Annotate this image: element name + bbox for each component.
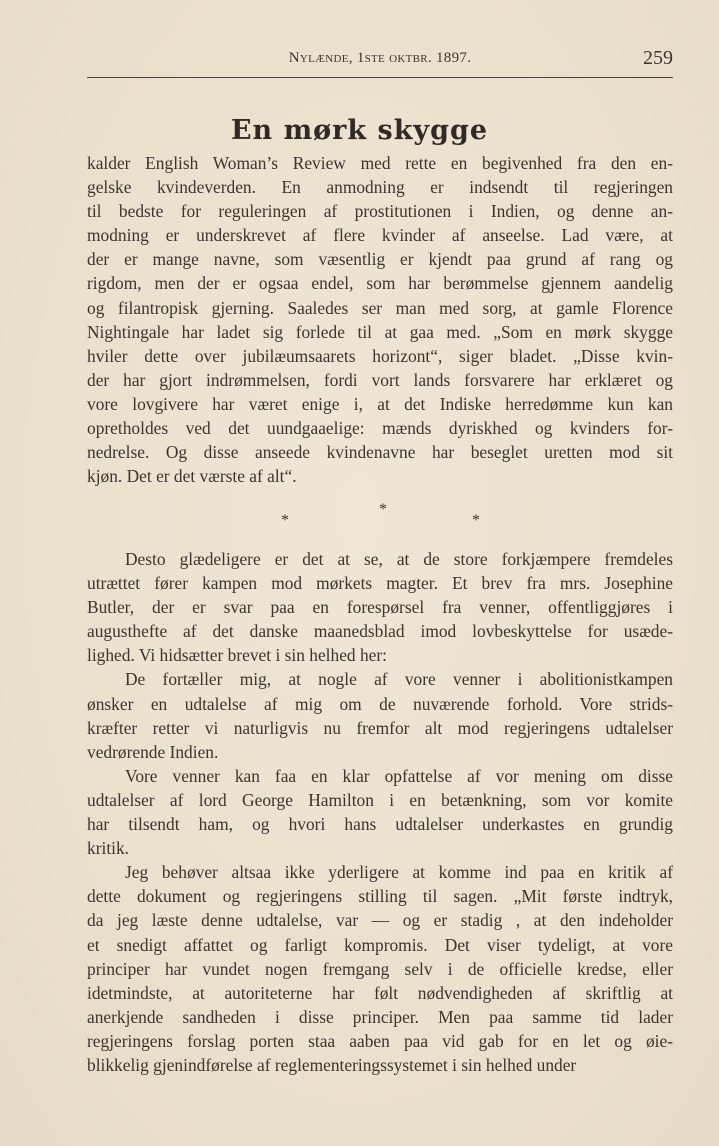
text-line: til bedste for reguleringen af prostitutionen i Indien, og denne an- [87, 201, 673, 222]
text-line: vedrørende Indien. [87, 741, 219, 762]
separator-star: * [379, 501, 387, 518]
paragraph [87, 547, 673, 667]
text-line: ønsker en udtalelse af mig om de nuværende forhold. Vore strids- [87, 693, 673, 714]
text-line: da jeg læste denne udtalelse, var — og er stadig , at den indeholder [87, 910, 673, 931]
text-line: anerkjende sandheden i disse principer. Men paa samme tid lader [87, 1006, 673, 1027]
text-line: opretholdes ved det uundgaaelige: mænds dyriskhed og kvinders for- [87, 418, 673, 439]
article-section-1 [87, 151, 673, 488]
text-line: kræfter retter vi naturligvis nu fremfor alt mod regjeringens udtalelser [87, 717, 673, 738]
separator-star: * [281, 512, 289, 529]
paragraph [87, 151, 673, 488]
text-line: har tilsendt ham, og hvori hans udtalelser underkastes en grundig [87, 814, 673, 835]
text-line: Nightingale har ladet sig forlede til at gaa med. „Som en mørk skygge [87, 321, 673, 342]
text-line: udtalelser af lord George Hamilton i en betænkning, som vor komite [87, 789, 673, 810]
paragraph [87, 860, 673, 1077]
text-line: vore lovgivere har været enige i, at det Indiske herredømme kun kan [87, 393, 673, 414]
text-line: Jeg behøver altsaa ikke yderligere at komme ind paa en kritik af [125, 862, 673, 883]
text-line: der har gjort indrømmelsen, fordi vort lands forsvarere har erklæret og [87, 369, 673, 390]
article-title: En mørk skygge [230, 115, 489, 146]
text-line: augusthefte af det danske maanedsblad imod lovbeskyttelse for usæde- [87, 621, 673, 642]
text-line: et snedigt affattet og farligt kompromis. Det viser tydeligt, at vore [87, 934, 673, 955]
article-section-2 [87, 547, 673, 1077]
text-line: dette dokument og regjeringens stilling til sagen. „Mit første indtryk, [87, 886, 673, 907]
page-number: 259 [643, 47, 673, 69]
text-line: der er mange navne, som væsentlig er kjendt paa grund af rang og [87, 249, 673, 270]
text-line: Butler, der er svar paa en forespørsel fra venner, offentliggjøres i [87, 597, 673, 618]
text-line: nedrelse. Og disse anseede kvindenavne har beseglet uretten mod sit [87, 442, 673, 463]
header-rule [87, 77, 673, 78]
text-line: idetmindste, at autoriteterne har følt nødvendigheden af skriftlig at [87, 982, 673, 1003]
text-line: hviler dette over jubilæumsaarets horizont“, siger bladet. „Disse kvin- [87, 345, 673, 366]
text-line: blikkelig gjenindførelse af reglementeringssystemet i sin helhed under [87, 1054, 577, 1075]
text-line: regjeringens forslag porten staa aaben paa vid gab for en let og øie- [87, 1030, 673, 1051]
running-head [87, 47, 673, 72]
text-line: utrættet fører kampen mod mørkets magter. Et brev fra mrs. Josephine [87, 573, 673, 594]
text-line: lighed. Vi hidsætter brevet i sin helhed her: [87, 645, 388, 666]
text-line: rigdom, men der er ogsaa endel, som har berømmelse gjennem aandelig [87, 273, 673, 294]
separator-star: * [472, 512, 480, 529]
text-line: kritik. [87, 838, 130, 859]
text-line: De fortæller mig, at nogle af vore venner i abolitionistkampen [125, 669, 673, 690]
text-line: og filantropisk gjerning. Saaledes ser man med sorg, at gamle Florence [87, 297, 673, 318]
text-line: Desto glædeligere er det at se, at de store forkjæmpere fremdeles [125, 549, 673, 569]
text-line: principer har vundet nogen fremgang selv i de officielle kredse, eller [87, 958, 673, 979]
running-title: Nylænde, 1ste oktbr. 1897. [288, 50, 472, 66]
text-line: gelske kvindeverden. En anmodning er indsendt til regjeringen [87, 177, 673, 198]
text-line: kalder English Woman’s Review med rette en begivenhed fra den en- [87, 153, 673, 173]
text-line: modning er underskrevet af flere kvinder af anseelse. Lad være, at [87, 225, 673, 246]
text-line: kjøn. Det er det værste af alt“. [87, 466, 297, 487]
text-line: Vore venner kan faa en klar opfattelse af vor mening om disse [125, 765, 673, 786]
paragraph [87, 667, 673, 763]
paragraph [87, 764, 673, 860]
